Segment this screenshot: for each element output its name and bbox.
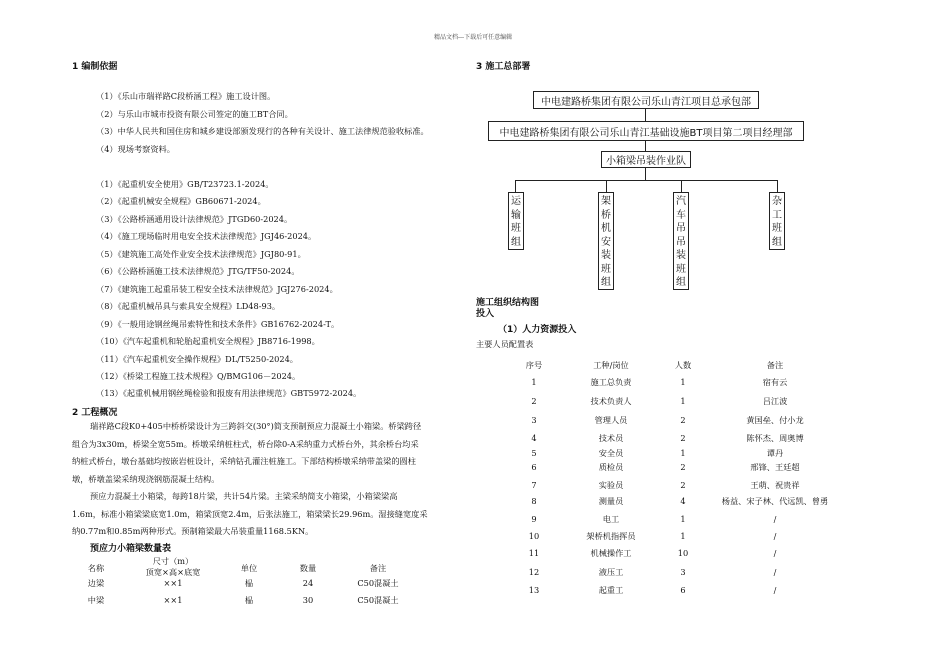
basis-item: （1）《乐山市瑞祥路C段桥涵工程》施工设计图。 — [96, 91, 276, 101]
staff-row-no: 6 — [531, 462, 537, 472]
staff-row-role: 安全员 — [598, 448, 624, 458]
hr-title: （1）人力资源投入 — [498, 325, 577, 335]
staff-row-count: 2 — [680, 415, 686, 425]
staff-row-role: 电工 — [602, 514, 620, 524]
beam-header-name: 名称 — [87, 563, 105, 573]
standard-item: （5）《建筑施工高处作业安全技术法律规范》JGJ80-91。 — [96, 248, 306, 259]
standard-item: （6）《公路桥涵施工技术法律规范》JTG/TF50-2024。 — [96, 266, 300, 277]
standard-item: （11）《汽车起重机安全操作规程》DL/T5250-2024。 — [96, 353, 298, 364]
staff-row-note: 王萌、祝贵祥 — [750, 480, 800, 490]
staff-row-note: 陈怀杰、周奥博 — [746, 433, 804, 443]
basis-item: （2）与乐山市城市投资有限公司签定的施工BT合同。 — [96, 108, 293, 119]
staff-header-role: 工种/岗位 — [593, 360, 629, 370]
staff-row-note: 邢锋、王廷超 — [750, 462, 800, 472]
staff-row-note: 宿有云 — [762, 377, 788, 387]
staff-row-count: 1 — [680, 396, 686, 406]
overview-line: 1.6m，标准小箱梁梁底宽1.0m，箱梁顶宽2.4m，后张法施工，箱梁梁长29.96m。湿接缝宽度采 — [72, 508, 428, 519]
staff-row-no: 1 — [531, 377, 537, 387]
overview-line: 预应力混凝土小箱梁，每跨18片梁，共计54片梁。主梁采纳简支小箱梁，小箱梁梁高 — [90, 491, 398, 501]
staff-row-no: 10 — [528, 531, 540, 541]
beam-row-qty: 24 — [302, 578, 314, 588]
beam-table-title: 预应力小箱梁数量表 — [90, 544, 172, 554]
staff-header-count: 人数 — [674, 360, 692, 370]
staff-row-note: 谭丹 — [766, 448, 784, 458]
beam-header-note: 备注 — [369, 563, 387, 573]
basis-item: （3）中华人民共和国住房和城乡建设部颁发现行的各种有关设计、施工法律规范验收标准。 — [96, 126, 429, 137]
staff-row-note: / — [773, 548, 777, 558]
staff-row-no: 2 — [531, 396, 537, 406]
staff-row-count: 1 — [680, 448, 686, 458]
overview-line: 纳桩式桥台，墩台基础均按嵌岩桩设计，采纳钻孔灌注桩施工。下部结构桥墩采纳带盖梁的圆柱 — [72, 456, 416, 466]
staff-row-role: 技术负责人 — [590, 396, 632, 406]
beam-header-qty: 数量 — [299, 563, 317, 573]
overview-line: 组合为3x30m，桥梁全宽55m。桥墩采纳桩柱式，桥台除0-A采纳重力式桥台外，其余桥台均采 — [72, 438, 419, 449]
staff-row-role: 机械操作工 — [590, 548, 632, 558]
staff-table-caption: 主要人员配置表 — [476, 339, 534, 349]
staff-row-role: 起重工 — [598, 585, 624, 595]
staff-row-note: 吕江波 — [762, 396, 788, 406]
staff-row-count: 3 — [680, 567, 686, 577]
standard-item: （12）《桥梁工程施工技术规程》Q/BMG106－2024。 — [96, 370, 301, 381]
staff-row-count: 1 — [680, 531, 686, 541]
beam-header-size-bottom: 顶宽×高×底宽 — [145, 567, 201, 577]
staff-header-note: 备注 — [766, 360, 784, 370]
staff-row-no: 7 — [531, 480, 537, 490]
staff-row-note: / — [773, 567, 777, 577]
standard-item: （2）《起重机械安全规程》GB60671-2024。 — [96, 196, 266, 207]
staff-row-no: 13 — [528, 585, 540, 595]
org-top-box: 中电建路桥集团有限公司乐山青江项目总承包部 — [533, 91, 759, 109]
staff-row-role: 管理人员 — [594, 415, 628, 425]
beam-row-unit: 榀 — [244, 578, 254, 588]
staff-row-no: 4 — [531, 433, 537, 443]
org-chart-caption: 施工组织结构图 — [476, 298, 540, 308]
staff-row-role: 质检员 — [598, 462, 624, 472]
org-team-bridge-erector: 架桥机安装班组 — [598, 192, 614, 290]
staff-row-note: 黄国垒、付小龙 — [746, 415, 804, 425]
staff-row-role: 架桥机指挥员 — [586, 531, 636, 541]
standard-item: （9）《一般用途钢丝绳吊索特性和技术条件》GB16762-2024-T。 — [96, 318, 340, 329]
staff-row-note: / — [773, 514, 777, 524]
beam-row-name: 边梁 — [87, 578, 105, 588]
beam-row-size: ××1 — [163, 578, 183, 588]
beam-row-qty: 30 — [302, 595, 314, 605]
section-3-title: 3 施工总部署 — [476, 62, 531, 72]
staff-row-count: 4 — [680, 496, 686, 506]
staff-row-note: 杨益、宋子林、代远凯、曾勇 — [721, 496, 829, 506]
overview-line: 纳0.77m和0.85m两种形式。预制箱梁最大吊装重量1168.5KN。 — [72, 526, 314, 536]
staff-row-note: / — [773, 585, 777, 595]
org-third-box: 小箱梁吊装作业队 — [601, 151, 691, 168]
standard-item: （4）《施工现场临时用电安全技术法律规范》JGJ46-2024。 — [96, 231, 317, 242]
overview-line: 瑞祥路C段K0+405中桥桥梁设计为三跨斜交(30°)简支预制预应力混凝土小箱梁。桥梁跨径 — [90, 421, 422, 431]
staff-row-no: 9 — [531, 514, 537, 524]
invest-title: 投入 — [476, 309, 495, 319]
section-2-title: 2 工程概况 — [72, 408, 118, 418]
org-second-box: 中电建路桥集团有限公司乐山青江基础设施BT项目第二项目经理部 — [488, 121, 804, 141]
staff-header-no: 序号 — [525, 360, 543, 370]
beam-row-unit: 榀 — [244, 595, 254, 605]
standard-item: （3）《公路桥涵通用设计法律规范》JTGD60-2024。 — [96, 213, 293, 224]
beam-header-size-top: 尺寸（m） — [152, 556, 194, 566]
standard-item: （7）《建筑施工起重吊装工程安全技术法律规范》JGJ276-2024。 — [96, 283, 338, 294]
page-header: 精品文档---下载后可任意编辑 — [434, 34, 513, 41]
standard-item: （10）《汽车起重机和轮胎起重机安全规程》JB8716-1998。 — [96, 336, 320, 347]
beam-header-unit: 单位 — [240, 563, 258, 573]
staff-row-no: 8 — [531, 496, 537, 506]
staff-row-no: 3 — [531, 415, 537, 425]
staff-row-role: 施工总负责 — [590, 377, 632, 387]
beam-row-note: C50混凝土 — [357, 578, 399, 588]
beam-row-name: 中梁 — [87, 595, 105, 605]
org-team-crane: 汽车吊吊装班组 — [673, 192, 689, 290]
staff-row-role: 液压工 — [598, 567, 624, 577]
section-1-title: 1 编制依据 — [72, 62, 118, 72]
org-team-transport: 运输班组 — [508, 192, 524, 250]
staff-row-no: 5 — [531, 448, 537, 458]
staff-row-role: 实验员 — [598, 480, 624, 490]
staff-row-count: 6 — [680, 585, 686, 595]
staff-row-no: 11 — [528, 548, 540, 558]
beam-row-size: ××1 — [163, 595, 183, 605]
org-team-misc: 杂工班组 — [769, 192, 785, 250]
standard-item: （8）《起重机械吊具与索具安全规程》LD48-93。 — [96, 301, 281, 312]
staff-row-note: / — [773, 531, 777, 541]
overview-line: 墩，桥墩盖梁采纳现浇钢筋混凝土结构。 — [72, 473, 220, 484]
basis-item: （4）现场考察资料。 — [96, 143, 175, 154]
staff-row-count: 1 — [680, 377, 686, 387]
staff-row-no: 12 — [528, 567, 540, 577]
staff-row-count: 2 — [680, 462, 686, 472]
staff-row-count: 1 — [680, 514, 686, 524]
staff-row-count: 10 — [677, 548, 689, 558]
beam-row-note: C50混凝土 — [357, 595, 399, 605]
staff-row-count: 2 — [680, 433, 686, 443]
standard-item: （1）《起重机安全使用》GB/T23723.1-2024。 — [96, 179, 274, 189]
staff-row-role: 测量员 — [598, 496, 624, 506]
staff-row-count: 2 — [680, 480, 686, 490]
staff-row-role: 技术员 — [598, 433, 624, 443]
standard-item: （13）《起重机械用钢丝绳检验和报废有用法律规范》GBT5972-2024。 — [96, 388, 362, 399]
